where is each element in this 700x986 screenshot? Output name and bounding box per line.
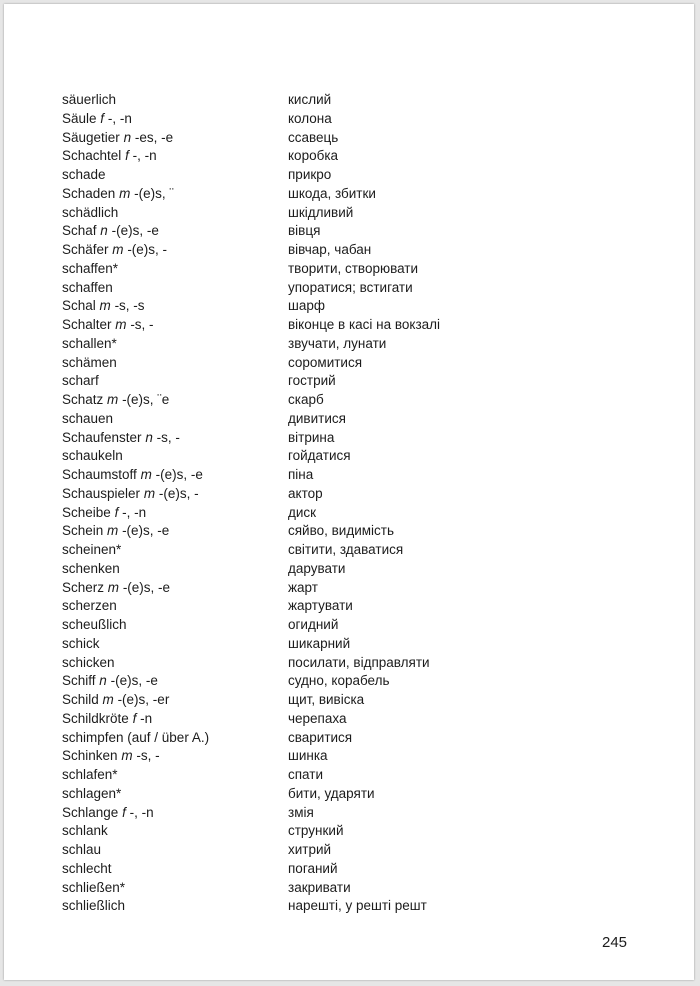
headword-text: Schaf <box>62 223 97 239</box>
headword-text: Schaumstoff <box>62 467 137 482</box>
headword-text: Schäfer <box>62 242 109 257</box>
grammar-forms: -es, -e <box>134 129 174 145</box>
ukrainian-translation: колона <box>288 110 332 126</box>
german-headword <box>62 429 180 448</box>
headword-text: schämen <box>62 354 117 370</box>
german-headword <box>62 579 170 598</box>
german-headword <box>62 766 118 785</box>
headword-text: schick <box>62 635 100 651</box>
dictionary-entry <box>4 785 694 804</box>
ukrainian-translation: актор <box>288 485 323 501</box>
gender-marker: m <box>121 748 133 764</box>
dictionary-entry <box>4 185 694 204</box>
ukrainian-translation: черепаха <box>288 710 347 726</box>
headword-text: schade <box>62 167 106 182</box>
german-headword <box>62 635 100 654</box>
dictionary-entry <box>4 897 694 916</box>
dictionary-entry <box>4 579 694 598</box>
headword-text: schließen* <box>62 879 126 895</box>
grammar-forms: -, -n <box>132 148 157 164</box>
page-number: 245 <box>602 934 628 951</box>
headword-text: schaffen* <box>62 260 119 276</box>
german-headword <box>62 260 118 279</box>
ukrainian-translation: диск <box>288 504 317 520</box>
german-headword <box>62 110 132 129</box>
german-headword <box>62 185 174 204</box>
headword-text: Schaufenster <box>62 429 142 445</box>
ukrainian-translation: шикарний <box>288 635 351 651</box>
dictionary-entry <box>4 241 694 260</box>
gender-marker: n <box>145 429 153 445</box>
ukrainian-translation: світити, здаватися <box>288 542 404 557</box>
gender-marker: m <box>143 485 156 501</box>
headword-text: schauen <box>62 410 114 426</box>
dictionary-entry <box>4 672 694 691</box>
dictionary-entry <box>4 91 694 110</box>
german-headword <box>62 129 173 148</box>
german-headword <box>62 91 116 110</box>
gender-marker: n <box>100 223 108 239</box>
headword-text: Scheibe <box>62 504 111 520</box>
german-headword <box>62 335 117 354</box>
dictionary-entry <box>4 710 694 729</box>
ukrainian-translation: соромитися <box>288 354 363 370</box>
dictionary-entry <box>4 260 694 279</box>
dictionary-entry <box>4 316 694 335</box>
german-headword <box>62 785 121 804</box>
gender-marker: m <box>99 298 111 314</box>
headword-text: schlagen* <box>62 785 122 801</box>
dictionary-entry <box>4 129 694 148</box>
german-headword <box>62 672 158 691</box>
dictionary-entry <box>4 822 694 841</box>
headword-text: scheinen* <box>62 542 122 557</box>
dictionary-entry <box>4 504 694 523</box>
headword-text: Schinken <box>62 748 118 764</box>
headword-text: Schild <box>62 692 99 707</box>
gender-marker: f <box>100 110 105 126</box>
ukrainian-translation: жарт <box>288 579 318 595</box>
grammar-forms: -(e)s, -e <box>110 673 158 689</box>
entry-list <box>4 91 694 916</box>
dictionary-entry <box>4 860 694 879</box>
headword-text: schimpfen (auf / über A.) <box>62 729 210 745</box>
headword-text: schallen* <box>62 335 117 351</box>
headword-text: scheußlich <box>62 617 127 632</box>
dictionary-entry <box>4 747 694 766</box>
ukrainian-translation: сяйво, видимість <box>288 523 395 539</box>
ukrainian-translation: дивитися <box>288 410 346 426</box>
headword-text: scharf <box>62 373 99 389</box>
ukrainian-translation: сваритися <box>288 729 353 745</box>
german-headword <box>62 804 154 823</box>
german-headword <box>62 616 127 635</box>
german-headword <box>62 860 112 879</box>
dictionary-page <box>4 4 694 980</box>
ukrainian-translation: щит, вивіска <box>288 692 365 707</box>
ukrainian-translation: закривати <box>288 879 351 895</box>
dictionary-entry <box>4 729 694 748</box>
german-headword <box>62 222 159 241</box>
grammar-forms: -(e)s, -e <box>122 523 170 539</box>
gender-marker: n <box>123 129 132 145</box>
headword-text: Schalter <box>62 317 112 332</box>
gender-marker: m <box>140 467 152 482</box>
gender-marker: m <box>107 392 119 407</box>
dictionary-entry <box>4 560 694 579</box>
german-headword <box>62 560 120 579</box>
ukrainian-translation: творити, створювати <box>288 260 419 276</box>
dictionary-entry <box>4 879 694 898</box>
gender-marker: f <box>132 710 137 726</box>
german-headword <box>62 241 167 260</box>
headword-text: Schauspieler <box>62 485 141 501</box>
dictionary-entry <box>4 410 694 429</box>
german-headword <box>62 354 117 373</box>
ukrainian-translation: хитрий <box>288 842 332 857</box>
ukrainian-translation: спати <box>288 767 323 782</box>
ukrainian-translation: бити, ударяти <box>288 785 375 801</box>
ukrainian-translation: кислий <box>288 92 332 107</box>
german-headword <box>62 747 160 766</box>
german-headword <box>62 822 108 841</box>
headword-text: scherzen <box>62 598 117 614</box>
dictionary-entry <box>4 279 694 298</box>
ukrainian-translation: вівця <box>288 223 321 239</box>
german-headword <box>62 654 115 673</box>
grammar-forms: -(e)s, - <box>127 242 168 257</box>
ukrainian-translation: посилати, відправляти <box>288 654 430 670</box>
gender-marker: m <box>107 523 119 539</box>
german-headword <box>62 447 123 466</box>
german-headword <box>62 204 118 223</box>
ukrainian-translation: ссавець <box>288 129 339 145</box>
ukrainian-translation: шарф <box>288 298 325 314</box>
headword-text: Schal <box>62 298 96 314</box>
grammar-forms: -n <box>140 710 153 726</box>
dictionary-entry <box>4 147 694 166</box>
german-headword <box>62 372 99 391</box>
german-headword <box>62 841 101 860</box>
gender-marker: f <box>125 148 129 164</box>
ukrainian-translation: скарб <box>288 392 324 407</box>
headword-text: schicken <box>62 654 115 670</box>
ukrainian-translation: упоратися; встигати <box>288 279 413 295</box>
grammar-forms: -(e)s, -e <box>122 579 171 595</box>
dictionary-entry <box>4 222 694 241</box>
german-headword <box>62 597 117 616</box>
gender-marker: m <box>107 579 120 595</box>
german-headword <box>62 522 169 541</box>
ukrainian-translation: змія <box>288 804 314 820</box>
ukrainian-translation: гойдатися <box>288 448 351 464</box>
ukrainian-translation: стрункий <box>288 823 344 839</box>
grammar-forms: -(e)s, - <box>158 485 199 501</box>
dictionary-entry <box>4 485 694 504</box>
german-headword <box>62 541 121 560</box>
ukrainian-translation: шкідливий <box>288 204 354 220</box>
german-headword <box>62 504 146 523</box>
headword-text: Scherz <box>62 579 105 595</box>
german-headword <box>62 466 203 485</box>
grammar-forms: -, -n <box>122 504 147 520</box>
dictionary-entry <box>4 204 694 223</box>
dictionary-entry <box>4 841 694 860</box>
ukrainian-translation: віконце в касі на вокзалі <box>288 317 441 332</box>
grammar-forms: -(e)s, ¨e <box>122 392 170 407</box>
headword-text: Schachtel <box>62 148 122 164</box>
headword-text: Säule <box>62 110 97 126</box>
german-headword <box>62 316 154 335</box>
grammar-forms: -s, -s <box>114 298 145 314</box>
gender-marker: m <box>112 242 124 257</box>
grammar-forms: -s, - <box>136 748 160 764</box>
headword-text: schaffen <box>62 279 113 295</box>
dictionary-entry <box>4 429 694 448</box>
grammar-forms: -s, - <box>156 429 180 445</box>
dictionary-entry <box>4 447 694 466</box>
grammar-forms: -(e)s, ¨ <box>134 185 174 201</box>
ukrainian-translation: прикро <box>288 167 332 182</box>
dictionary-entry <box>4 297 694 316</box>
gender-marker: n <box>99 673 107 689</box>
ukrainian-translation: шинка <box>288 748 328 764</box>
dictionary-entry <box>4 691 694 710</box>
dictionary-entry <box>4 616 694 635</box>
headword-text: Schildkröte <box>62 710 129 726</box>
dictionary-entry <box>4 391 694 410</box>
grammar-forms: -(e)s, -e <box>155 467 203 482</box>
ukrainian-translation: піна <box>288 467 314 482</box>
dictionary-entry <box>4 466 694 485</box>
german-headword <box>62 729 209 748</box>
german-headword <box>62 166 106 185</box>
dictionary-entry <box>4 654 694 673</box>
dictionary-entry <box>4 166 694 185</box>
grammar-forms: -(e)s, -e <box>111 223 159 239</box>
headword-text: Säugetier <box>62 129 120 145</box>
dictionary-entry <box>4 804 694 823</box>
dictionary-entry <box>4 372 694 391</box>
german-headword <box>62 879 125 898</box>
ukrainian-translation: звучати, лунати <box>288 335 387 351</box>
headword-text: schaukeln <box>62 448 123 464</box>
german-headword <box>62 279 113 298</box>
german-headword <box>62 391 169 410</box>
grammar-forms: -, -n <box>107 110 132 126</box>
ukrainian-translation: вітрина <box>288 429 335 445</box>
gender-marker: f <box>114 504 119 520</box>
gender-marker: m <box>115 317 127 332</box>
headword-text: schlank <box>62 823 108 839</box>
ukrainian-translation: дарувати <box>288 560 346 576</box>
german-headword <box>62 710 152 729</box>
dictionary-entry <box>4 597 694 616</box>
ukrainian-translation: поганий <box>288 860 338 876</box>
headword-text: schädlich <box>62 204 119 220</box>
gender-marker: f <box>122 804 126 820</box>
german-headword <box>62 410 113 429</box>
german-headword <box>62 485 199 504</box>
dictionary-entry <box>4 354 694 373</box>
headword-text: schließlich <box>62 898 126 914</box>
grammar-forms: -s, - <box>130 317 154 332</box>
headword-text: Schaden <box>62 185 116 201</box>
gender-marker: m <box>119 185 131 201</box>
ukrainian-translation: шкода, збитки <box>288 185 376 201</box>
headword-text: Schlange <box>62 804 119 820</box>
german-headword <box>62 297 145 316</box>
german-headword <box>62 897 125 916</box>
headword-text: schlafen* <box>62 767 118 782</box>
ukrainian-translation: огидний <box>288 617 339 632</box>
headword-text: schlau <box>62 842 102 857</box>
headword-text: schenken <box>62 560 120 576</box>
ukrainian-translation: коробка <box>288 148 339 164</box>
ukrainian-translation: нарешті, у решті решт <box>288 898 427 914</box>
headword-text: Schein <box>62 523 104 539</box>
headword-text: Schiff <box>62 673 96 689</box>
headword-text: schlecht <box>62 860 112 876</box>
headword-text: säuerlich <box>62 92 117 107</box>
ukrainian-translation: вівчар, чабан <box>288 242 372 257</box>
german-headword <box>62 691 169 710</box>
gender-marker: m <box>102 692 114 707</box>
grammar-forms: -(e)s, -er <box>117 692 170 707</box>
dictionary-entry <box>4 541 694 560</box>
dictionary-entry <box>4 522 694 541</box>
ukrainian-translation: гострий <box>288 373 336 389</box>
grammar-forms: -, -n <box>129 804 154 820</box>
ukrainian-translation: судно, корабель <box>288 673 390 689</box>
dictionary-entry <box>4 635 694 654</box>
german-headword <box>62 147 157 166</box>
dictionary-entry <box>4 110 694 129</box>
dictionary-entry <box>4 766 694 785</box>
headword-text: Schatz <box>62 392 104 407</box>
dictionary-entry <box>4 335 694 354</box>
ukrainian-translation: жартувати <box>288 598 353 614</box>
